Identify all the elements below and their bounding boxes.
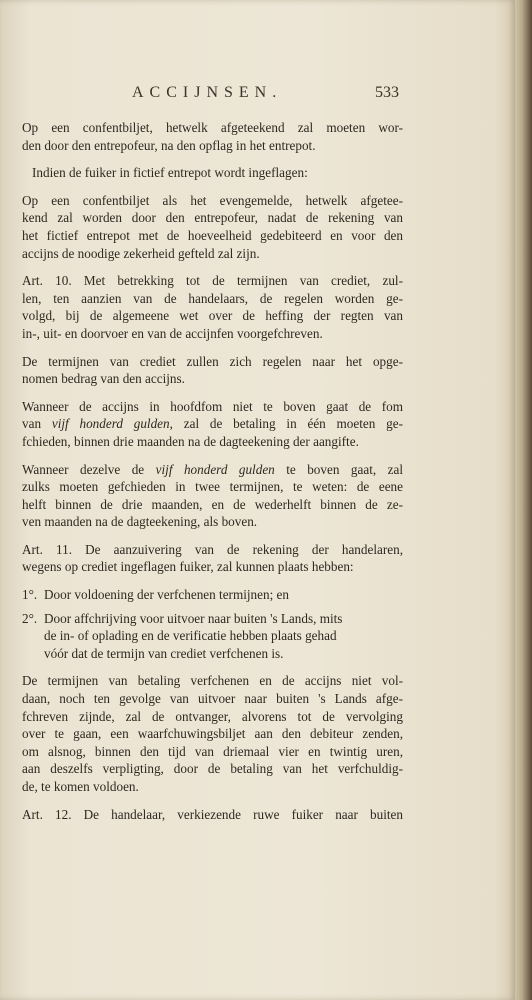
page-header bbox=[0, 84, 515, 106]
text-line: Door voldoening der verfchenen termijnen; en bbox=[44, 587, 289, 603]
text-line: helft binnen de drie maanden, en de wederhelft binnen de ze- bbox=[22, 496, 403, 512]
text-line: Op een confentbiljet, hetwelk afgeteekend zal moeten wor- bbox=[22, 120, 403, 135]
paragraph bbox=[22, 272, 403, 342]
list-item-number: 2°. bbox=[22, 610, 38, 626]
paragraph bbox=[22, 119, 403, 154]
text-line: accijns de noodige zekerheid gefteld zal zijn. bbox=[22, 245, 260, 261]
paragraph bbox=[22, 398, 403, 451]
text-line: kend zal worden door den entrepofeur, nadat de rekening van bbox=[22, 210, 403, 226]
text-line: De termijnen van betaling verfchenen en de accijns niet vol- bbox=[22, 673, 403, 689]
text-line: om alsnog, binnen den tijd van driemaal vier en twintig uren, bbox=[22, 743, 403, 759]
text-line: het fictief entrepot met de hoeveelheid gedebiteerd en voor den bbox=[22, 227, 403, 243]
text-line: nomen bedrag van den accijns. bbox=[22, 371, 185, 387]
text-line: Art. 11. De aanzuivering van de rekening der handelaren, bbox=[22, 541, 403, 557]
paragraph bbox=[22, 192, 403, 262]
text-line: van vijf honderd gulden, zal de betaling in één moeten ge- bbox=[22, 416, 404, 432]
text-line: Door affchrijving voor uitvoer naar buiten 's Lands, mits bbox=[44, 610, 343, 626]
paragraph bbox=[22, 806, 403, 824]
text-line: ven maanden na de dagteekening, als boven. bbox=[22, 514, 258, 530]
text-line: Op een confentbiljet als het evengemelde, hetwelk afgetee- bbox=[22, 192, 403, 208]
running-head: ACCIJNSEN. bbox=[132, 84, 283, 101]
text-line: over te gaan, een waarfchuwingsbiljet aan den debiteur zenden, bbox=[22, 726, 403, 742]
paragraph bbox=[22, 672, 403, 795]
paragraph bbox=[22, 164, 403, 182]
text-line: Indien de fuiker in fictief entrepot wordt ingeflagen: bbox=[32, 165, 308, 181]
text-line: Art. 12. De handelaar, verkiezende ruwe fuiker naar buiten bbox=[22, 806, 403, 822]
body-text bbox=[22, 119, 403, 833]
list-item-number: 1°. bbox=[22, 587, 38, 603]
paragraph bbox=[22, 461, 403, 531]
text-line: volgd, bij de algemeene wet over de heffing der regten van bbox=[22, 308, 403, 324]
text-line: vóór dat de termijn van crediet verfchenen is. bbox=[44, 645, 284, 661]
page-number: 533 bbox=[375, 84, 399, 101]
text-line: de, te komen voldoen. bbox=[22, 779, 139, 794]
text-line: Wanneer dezelve de vijf honderd gulden te boven gaat, zal bbox=[22, 461, 403, 477]
list-item bbox=[22, 610, 403, 663]
text-line: Art. 10. Met betrekking tot de termijnen van crediet, zul- bbox=[22, 273, 403, 289]
paragraph bbox=[22, 541, 403, 576]
text-line: len, ten aanzien van de handelaars, de regelen worden ge- bbox=[22, 290, 403, 306]
paragraph bbox=[22, 353, 403, 388]
text-line: den door den entrepofeur, na den opflag in het entrepot. bbox=[22, 137, 316, 153]
text-line: aan deszelfs verpligting, door de betaling van het verfchuldig- bbox=[22, 761, 403, 777]
text-line: wegens op crediet ingeflagen fuiker, zal kunnen plaats hebben: bbox=[22, 559, 354, 575]
list-item bbox=[22, 586, 403, 604]
page-edge bbox=[515, 0, 532, 1000]
text-line: zulks moeten gefchieden in twee termijnen, te weten: de eene bbox=[22, 479, 403, 495]
text-line: fchreven zijnde, zal de ontvanger, alvorens tot de vervolging bbox=[22, 708, 403, 724]
text-line: in-, uit- en doorvoer en van de accijnfen voorgefchreven. bbox=[22, 325, 323, 341]
text-line: de in- of oplading en de verificatie hebben plaats gehad bbox=[44, 628, 337, 644]
text-line: Wanneer de accijns in hoofdfom niet te boven gaat de fom bbox=[22, 398, 403, 414]
text-line: daan, noch ten gevolge van uitvoer naar buiten 's Lands afge- bbox=[22, 691, 403, 707]
text-line: fchieden, binnen drie maanden na de dagteekening der aangifte. bbox=[22, 433, 359, 449]
text-line: De termijnen van crediet zullen zich regelen naar het opge- bbox=[22, 353, 403, 369]
